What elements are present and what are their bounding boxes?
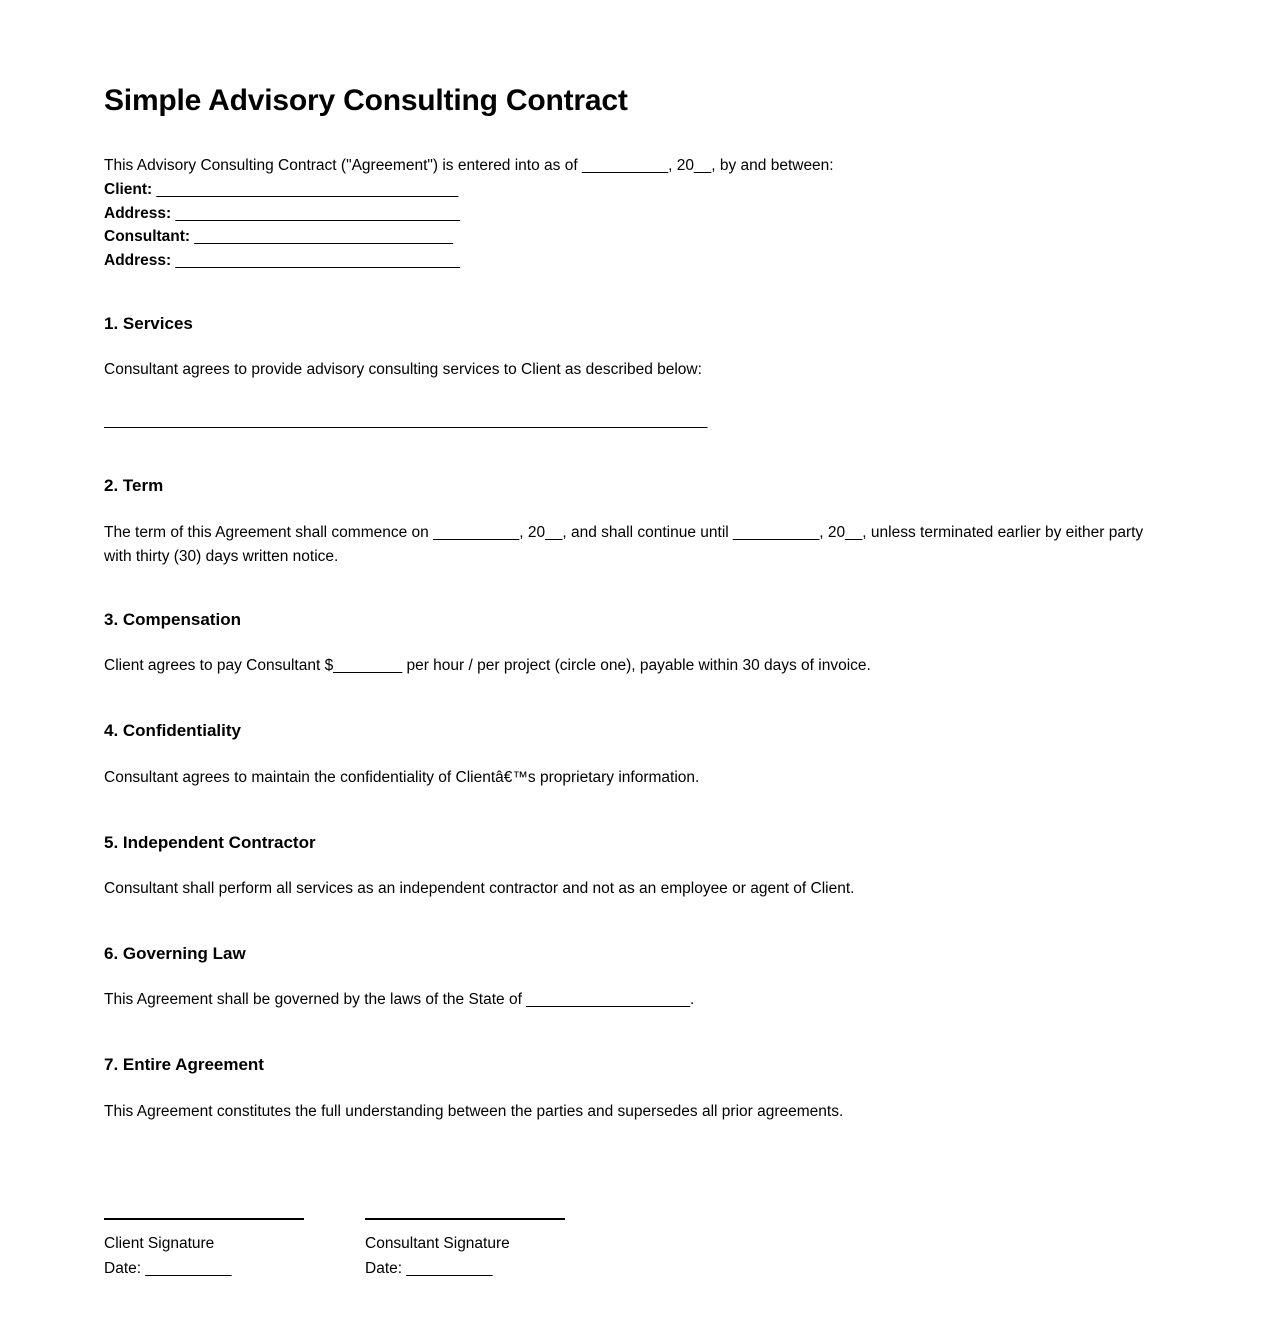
party-label-consultant: Consultant:: [104, 228, 191, 245]
section-heading-confidentiality: 4. Confidentiality: [104, 721, 241, 741]
section-body-governing-law: This Agreement shall be governed by the laws of the State of ___________________.: [104, 991, 695, 1009]
signature-block: [104, 1218, 1159, 1281]
party-label-client: Client:: [104, 181, 153, 198]
consultant-signature-date[interactable]: Date: __________: [365, 1259, 493, 1277]
section-body-services: Consultant agrees to provide advisory consulting services to Client as described below:: [104, 361, 702, 379]
section-governing-law: [104, 944, 1159, 1012]
section-heading-entire-agreement: 7. Entire Agreement: [104, 1055, 264, 1075]
party-blank-consultant-address[interactable]: _________________________________: [171, 251, 460, 269]
section-services: [104, 314, 1159, 433]
section-body-confidentiality: Consultant agrees to maintain the confidentiality of Clientâ€™s proprietary information.: [104, 768, 700, 786]
section-heading-services: 1. Services: [104, 314, 193, 333]
signature-column-client: [104, 1218, 304, 1281]
services-blank-line[interactable]: ______________________________________________________________________: [104, 412, 708, 430]
section-heading-compensation: 3. Compensation: [104, 609, 241, 629]
section-body-term: The term of this Agreement shall commence on __________, 20__, and shall continue until __________, 20__, unless terminated earlier by either party with thirty (30) days written notice.: [104, 523, 1144, 565]
party-field-client: [104, 178, 1159, 202]
party-label-consultant-address: Address:: [104, 251, 172, 269]
party-blank-client[interactable]: ___________________________________: [152, 181, 459, 198]
section-body-entire-agreement: This Agreement constitutes the full understanding between the parties and supersedes all prior agreements.: [104, 1102, 844, 1120]
section-body-independent-contractor: Consultant shall perform all services as an independent contractor and not as an employee or agent of Client.: [104, 879, 855, 897]
client-signature-date[interactable]: Date: __________: [104, 1259, 232, 1277]
page-title: Simple Advisory Consulting Contract: [104, 84, 628, 117]
section-heading-independent-contractor: 5. Independent Contractor: [104, 832, 316, 852]
intro-paragraph: This Advisory Consulting Contract ("Agreement") is entered into as of __________, 20__, by and between:: [104, 157, 834, 174]
party-blank-client-address[interactable]: _________________________________: [171, 204, 460, 222]
signature-column-consultant: [365, 1218, 565, 1281]
party-field-consultant: [104, 225, 1159, 249]
section-entire-agreement: [104, 1055, 1159, 1123]
section-heading-governing-law: 6. Governing Law: [104, 943, 246, 963]
consultant-signature-line[interactable]: [365, 1218, 565, 1220]
section-term: [104, 476, 1159, 568]
party-field-consultant-address: [104, 249, 1159, 273]
section-independent-contractor: [104, 833, 1159, 901]
section-confidentiality: [104, 721, 1159, 789]
party-blank-consultant[interactable]: ______________________________: [190, 228, 454, 245]
section-body-compensation: Client agrees to pay Consultant $________ per hour / per project (circle one), payable within 30 days of invoice.: [104, 657, 871, 675]
section-compensation: [104, 610, 1159, 678]
section-heading-term: 2. Term: [104, 476, 164, 496]
client-signature-line[interactable]: [104, 1218, 304, 1220]
client-signature-label: Client Signature: [104, 1234, 215, 1252]
parties-block: [104, 178, 1159, 272]
party-label-client-address: Address:: [104, 204, 172, 222]
consultant-signature-label: Consultant Signature: [365, 1234, 510, 1252]
party-field-client-address: [104, 202, 1159, 226]
